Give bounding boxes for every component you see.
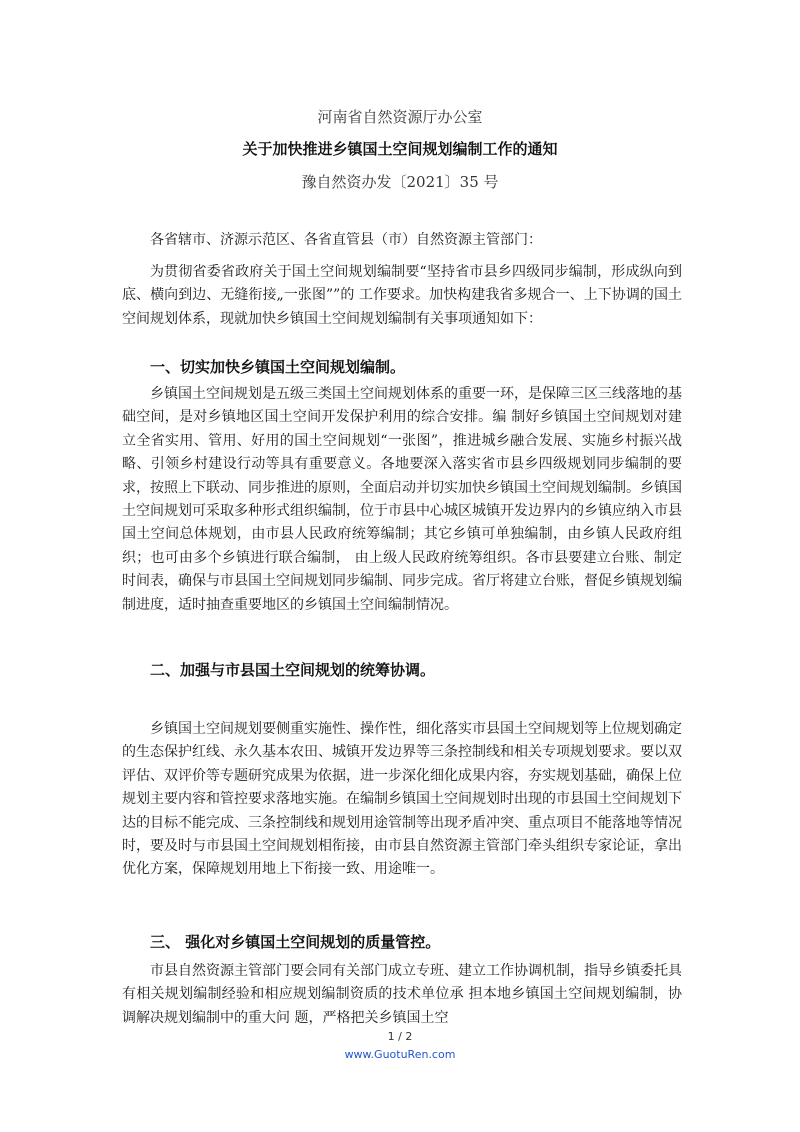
section-heading-1: 一、切实加快乡镇国土空间规划编制。 <box>150 358 406 376</box>
salutation: 各省辖市、济源示范区、各省直管县（市）自然资源主管部门： <box>150 232 542 248</box>
intro-paragraph: 为贯彻省委省政府关于国土空间规划编制要“坚持省市县乡四级同步编制，形成纵向到底、横向到边、无缝衔接„一张图””的 工作要求。加快构建我省多规合一、上下协调的国土空间规划体系，现就加快乡镇国土空间规划编制有关事项通知如下： <box>122 264 682 327</box>
footer-link-container <box>0 1048 800 1061</box>
issuer-name: 河南省自然资源厅办公室 <box>317 108 483 126</box>
section-body-3: 市县自然资源主管部门要会同有关部门成立专班、建立工作协调机制，指导乡镇委托具有相关规划编制经验和相应规划编制资质的技术单位承 担本地乡镇国土空间规划编制，协调解决规划编制中的重大问 题，严格把关乡镇国土空 <box>122 963 682 1026</box>
website-link[interactable]: www.GuotuRen.com <box>344 1048 456 1061</box>
section-body-1: 乡镇国土空间规划是五级三类国土空间规划体系的重要一环，是保障三区三线落地的基础空间，是对乡镇地区国土空间开发保护利用的综合安排。编 制好乡镇国土空间规划对建立全省实用、管用、好用的国土空间规划“一张图”，推进城乡融合发展、实施乡村振兴战略、引领乡村建设行动等具有重要意义。各地要深入落实省市县乡四级规划同步编制的要求，按照上下联动、同步推进的原则，全面启动并切实加快乡镇国土空间规划编制。乡镇国土空间规划可采取多种形式组织编制，位于市县中心城区城镇开发边界内的乡镇应纳入市县国土空间总体规划，由市县人民政府统筹编制；其它乡镇可单独编制，由乡镇人民政府组织；也可由多个乡镇进行联合编制， 由上级人民政府统筹组织。各市县要建立台账、制定时间表，确保与市县国土空间规划同步编制、同步完成。省厅将建立台账，督促乡镇规划编制进度，适时抽查重要地区的乡镇国土空间编制情况。 <box>122 386 682 613</box>
section-heading-3: 三、 强化对乡镇国土空间规划的质量管控。 <box>150 933 441 951</box>
document-number: 豫自然资办发〔2021〕35 号 <box>301 173 499 191</box>
page-number: 1 / 2 <box>387 1030 413 1043</box>
section-heading-2: 二、加强与市县国土空间规划的统筹协调。 <box>150 661 436 679</box>
document-title: 关于加快推进乡镇国土空间规划编制工作的通知 <box>242 140 558 158</box>
section-body-2: 乡镇国土空间规划要侧重实施性、操作性，细化落实市县国土空间规划等上位规划确定的生态保护红线、永久基本农田、城镇开发边界等三条控制线和相关专项规划要求。要以双评估、双评价等专题研究成果为依据，进一步深化细化成果内容，夯实规划基础，确保上位规划主要内容和管控要求落地实施。在编制乡镇国土空间规划时出现的市县国土空间规划下达的目标不能完成、三条控制线和规划用途管制等出现矛盾冲突、重点项目不能落地等情况时，要及时与市县国土空间规划相衔接，由市县自然资源主管部门牵头组织专家论证，拿出优化方案，保障规划用地上下衔接一致、用途唯一。 <box>122 721 682 878</box>
